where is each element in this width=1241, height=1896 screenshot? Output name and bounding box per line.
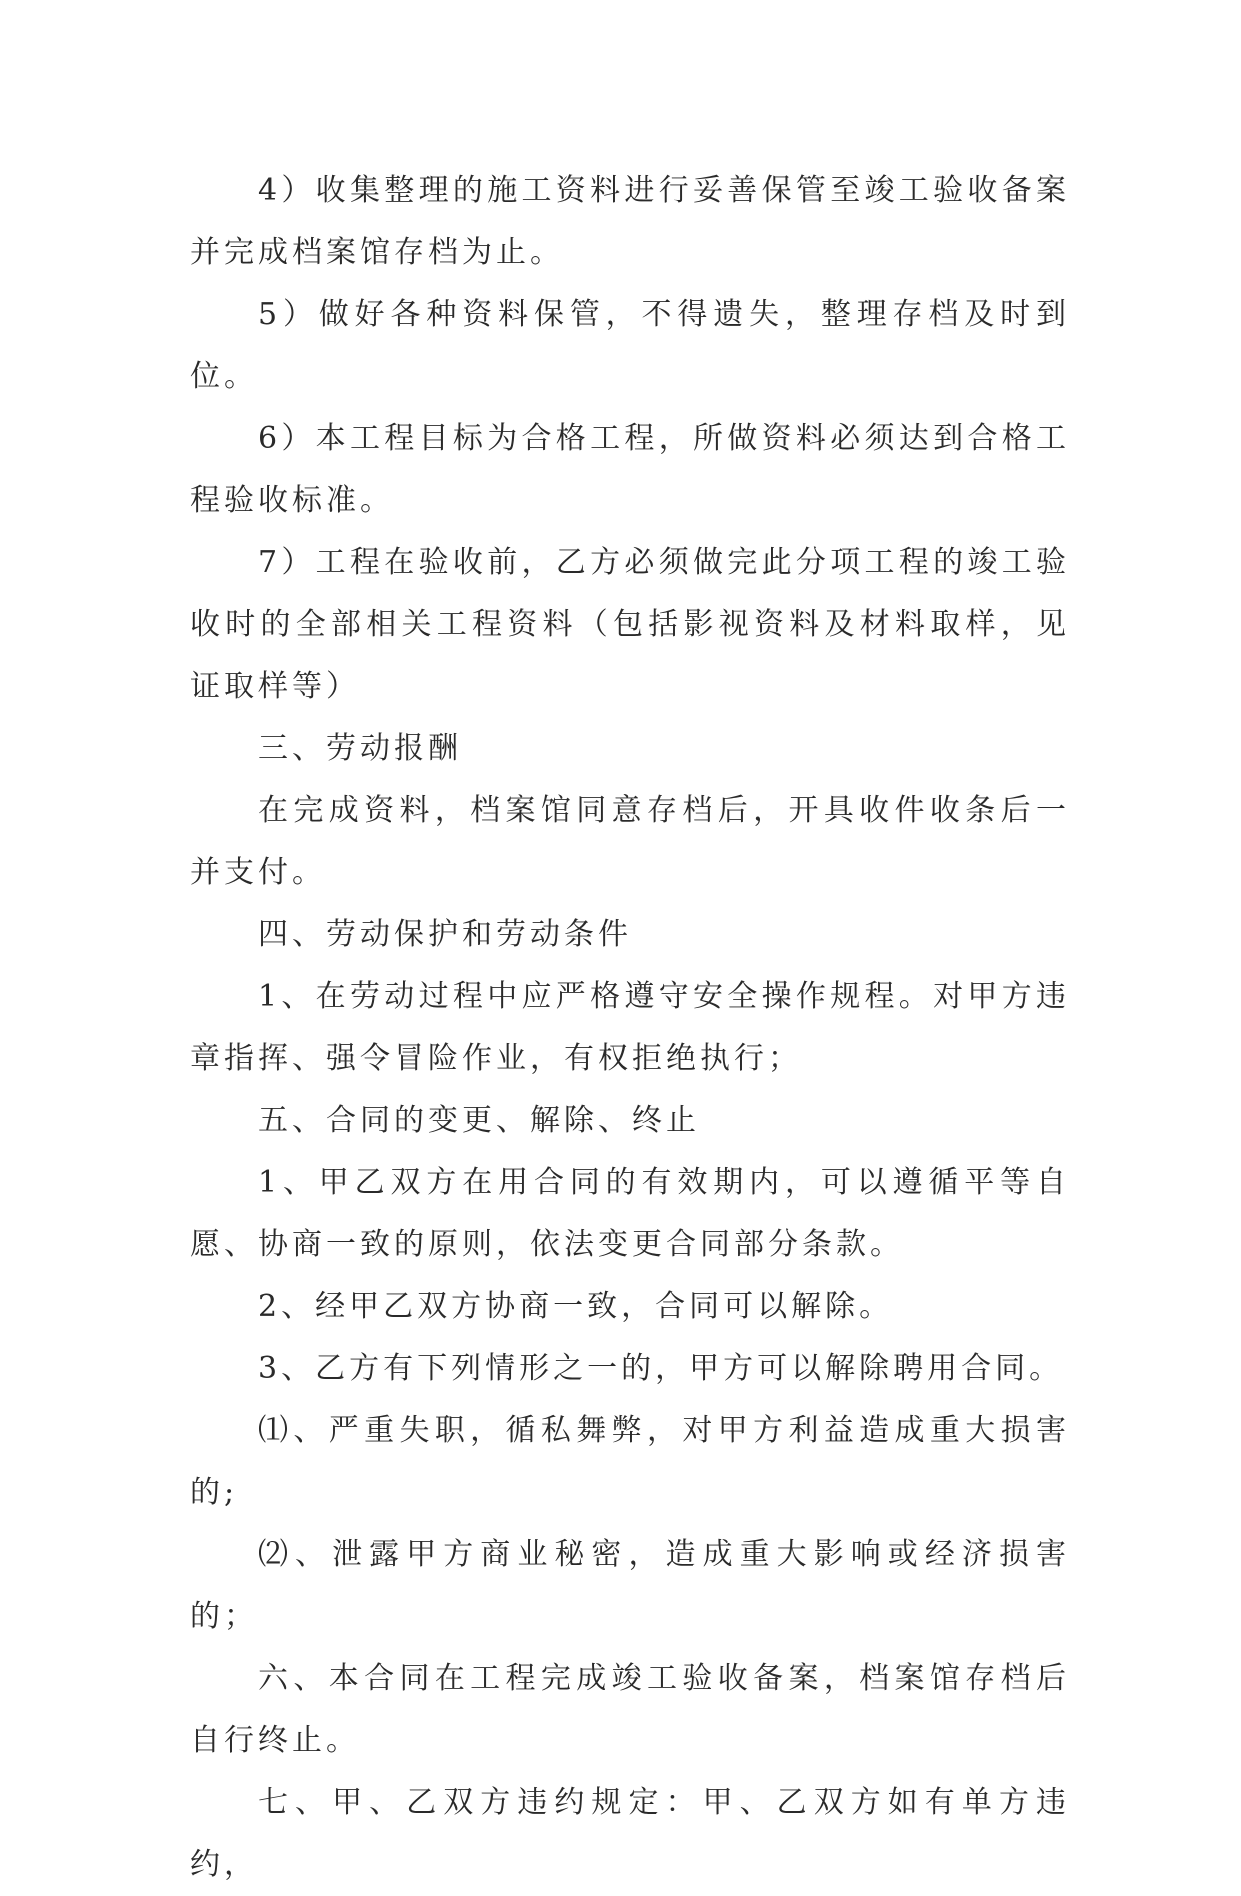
- section-heading-labor-protection: 四、劳动保护和劳动条件: [258, 917, 632, 952]
- paragraph-change-1: 1、甲乙双方在用合同的有效期内，可以遵循平等自愿、协商一致的原则，依法变更合同部分条款。: [190, 1165, 1070, 1262]
- section-heading-termination: 六、本合同在工程完成竣工验收备案，档案馆存档后自行终止。: [190, 1661, 1070, 1758]
- paragraph-change-3: 3、乙方有下列情形之一的，甲方可以解除聘用合同。: [258, 1351, 1064, 1386]
- paragraph-item-5: 5）做好各种资料保管，不得遗失，整理存档及时到位。: [190, 297, 1070, 394]
- section-heading-breach: 七、甲、乙双方违约规定：甲、乙双方如有单方违约，: [190, 1785, 1070, 1882]
- paragraph-subitem-1: ⑴、严重失职，循私舞弊，对甲方利益造成重大损害的;: [190, 1413, 1070, 1510]
- paragraph-safety: 1、在劳动过程中应严格遵守安全操作规程。对甲方违章指挥、强令冒险作业，有权拒绝执行；: [190, 979, 1070, 1076]
- paragraph-payment: 在完成资料，档案馆同意存档后，开具收件收条后一并支付。: [190, 793, 1070, 890]
- paragraph-subitem-2: ⑵、泄露甲方商业秘密，造成重大影响或经济损害的；: [190, 1537, 1070, 1634]
- paragraph-item-4: 4）收集整理的施工资料进行妥善保管至竣工验收备案并完成档案馆存档为止。: [190, 173, 1070, 270]
- section-heading-remuneration: 三、劳动报酬: [258, 731, 462, 766]
- paragraph-item-6: 6）本工程目标为合格工程，所做资料必须达到合格工程验收标准。: [190, 421, 1070, 518]
- section-heading-contract-changes: 五、合同的变更、解除、终止: [258, 1103, 700, 1138]
- paragraph-change-2: 2、经甲乙双方协商一致，合同可以解除。: [258, 1289, 894, 1324]
- contract-body: [190, 160, 1070, 1896]
- paragraph-item-7: 7）工程在验收前，乙方必须做完此分项工程的竣工验收时的全部相关工程资料（包括影视资料及材料取样，见证取样等）: [190, 545, 1070, 704]
